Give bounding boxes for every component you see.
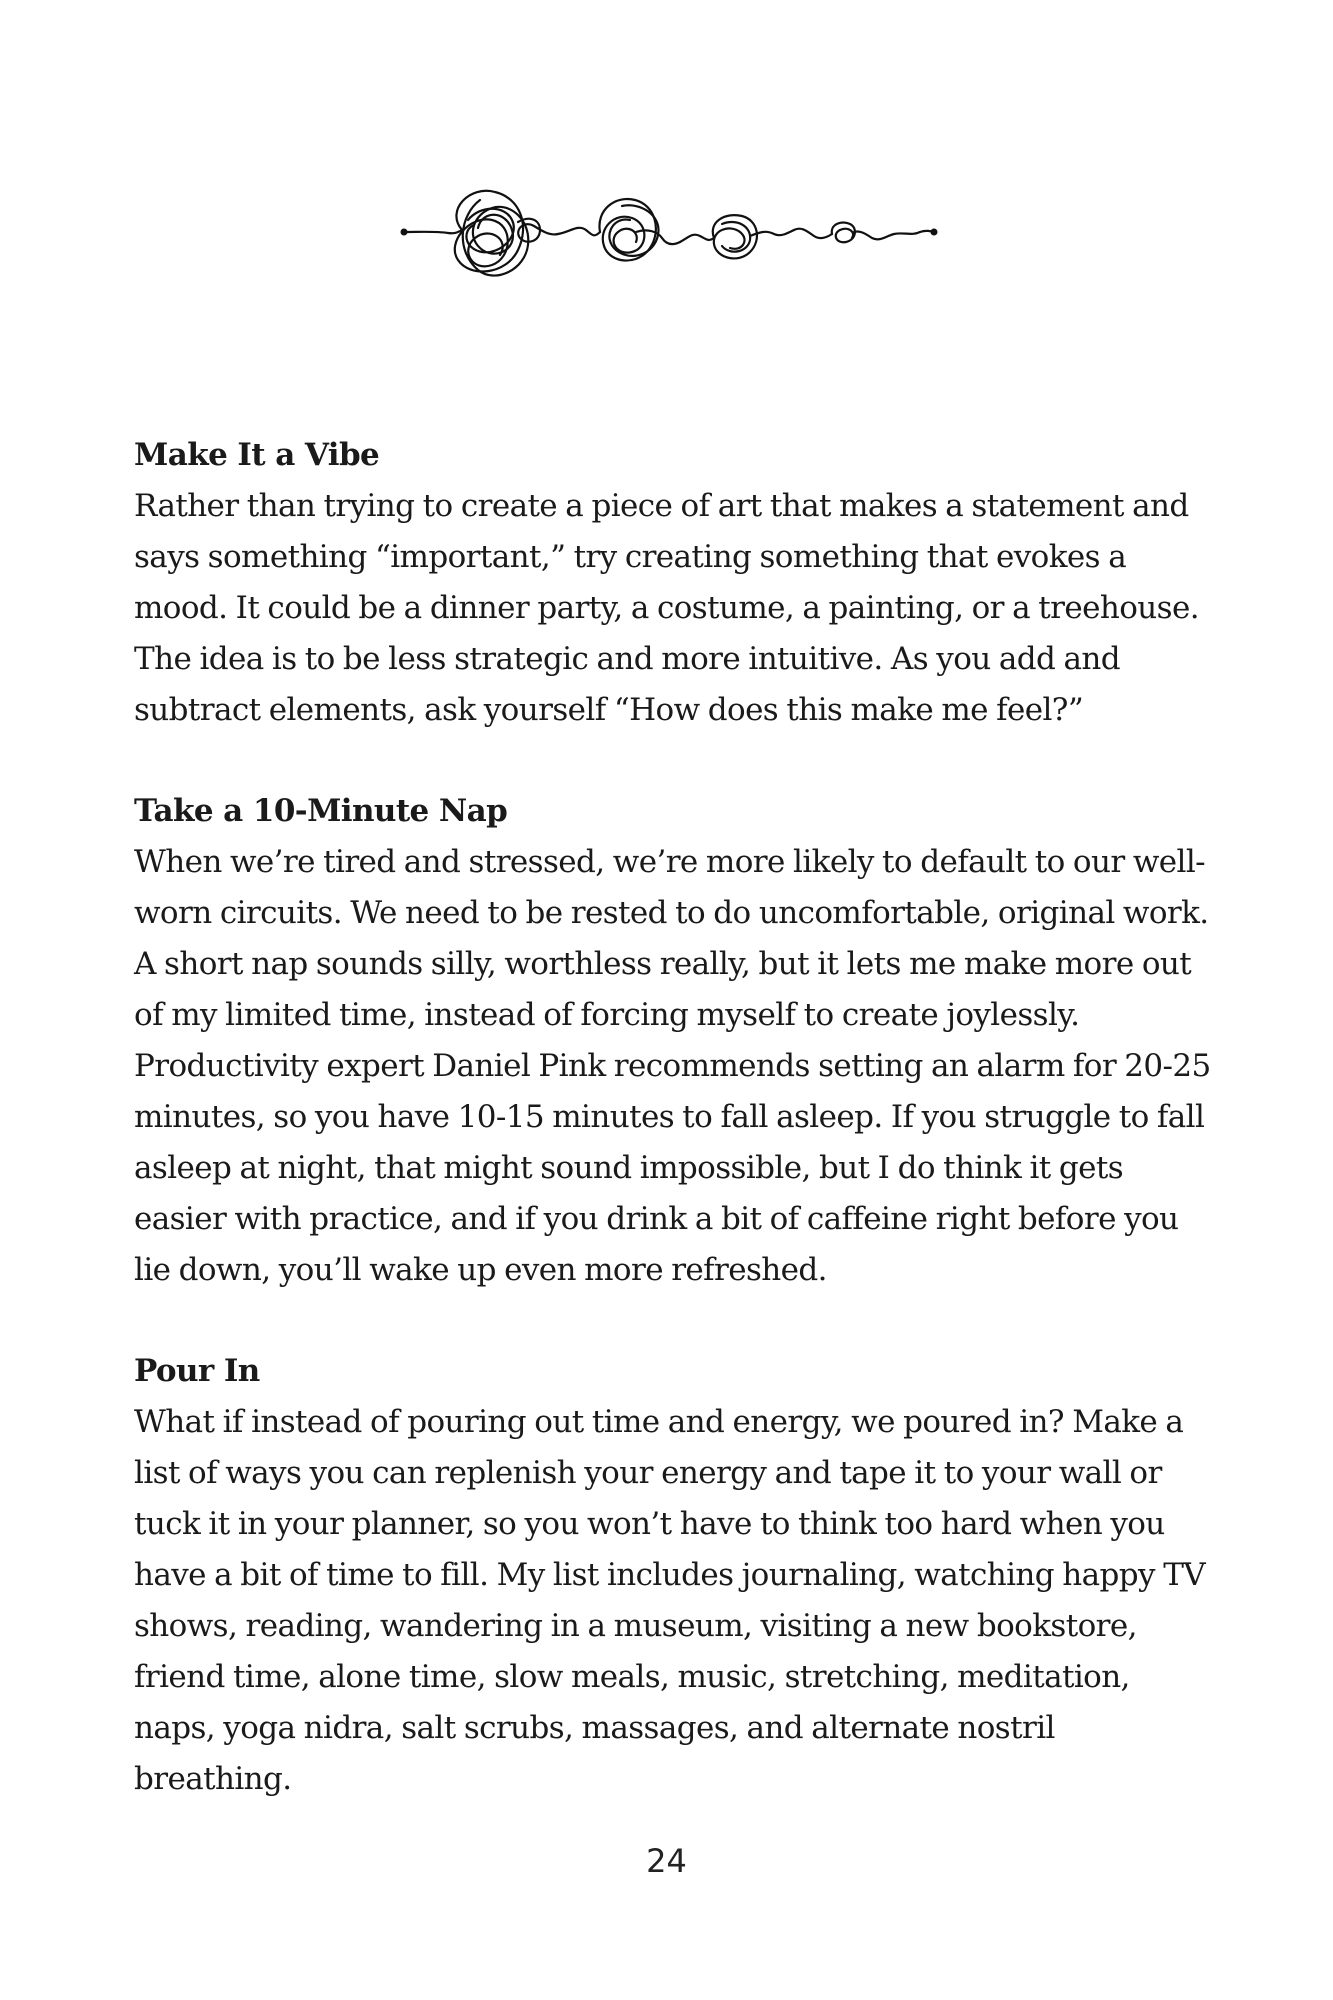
tangled-line-ornament-icon	[400, 180, 940, 290]
section-heading: Make It a Vibe	[134, 437, 380, 473]
section-heading: Take a 10-Minute Nap	[134, 793, 508, 829]
page-number: 24	[646, 1842, 687, 1880]
section-heading: Pour In	[134, 1353, 260, 1389]
section-paragraph: Rather than trying to create a piece of art that makes a statement and says something “important,” try creating something that evokes a mood. It could be a dinner party, a costume, a painting, or a treehouse. The idea is to be less strategic and more intuitive. As you add and subtract elements, ask yourself “How does this make me feel?”	[134, 488, 1199, 728]
section-paragraph: When we’re tired and stressed, we’re more likely to default to our well-worn circuits. We need to be rested to do uncomfortable, original work. A short nap sounds silly, worthless really, but it lets me make more out of my limited time, instead of forcing myself to create joylessly. Productivity expert Daniel Pink recommends setting an alarm for 20-25 minutes, so you have 10-15 minutes to fall asleep. If you struggle to fall asleep at night, that might sound impossible, but I do think it gets easier with practice, and if you drink a bit of caffeine right before you lie down, you’ll wake up even more refreshed.	[134, 844, 1211, 1288]
section-pour-in	[134, 1346, 1214, 1805]
page-content	[134, 430, 1214, 1855]
section-make-it-a-vibe	[134, 430, 1214, 736]
section-take-a-nap	[134, 786, 1214, 1296]
section-paragraph: What if instead of pouring out time and energy, we poured in? Make a list of ways you can replenish your energy and tape it to your wall or tuck it in your planner, so you won’t have to think too hard when you have a bit of time to fill. My list includes journaling, watching happy TV shows, reading, wandering in a museum, visiting a new bookstore, friend time, alone time, slow meals, music, stretching, meditation, naps, yoga nidra, salt scrubs, massages, and alternate nostril breathing.	[134, 1404, 1206, 1797]
